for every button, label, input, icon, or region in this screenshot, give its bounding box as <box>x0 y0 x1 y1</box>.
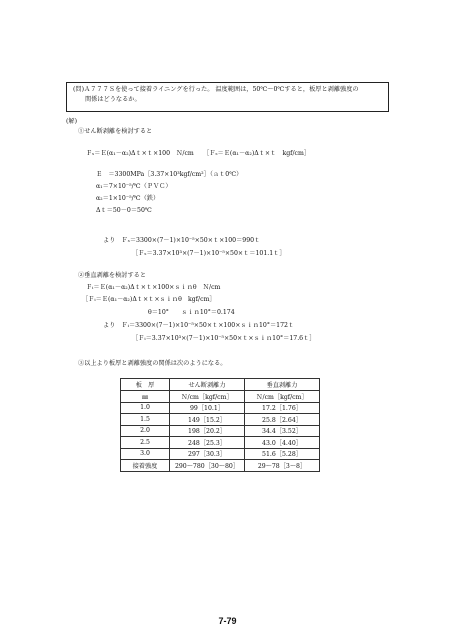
section2-result1: より Ｆᵢ＝3300×(7－1)×10⁻⁵×50×ｔ×100×ｓｉｎ10°＝172ｔ <box>103 322 295 329</box>
cell-thickness: 2.5 <box>121 437 170 449</box>
section1-e-value: Ｅ ＝3300MPa［3.37×10³kgf/cm²］（ａｔ0℃） <box>96 171 243 178</box>
footer-label: 接着強度 <box>121 460 170 472</box>
cell-shear: 99［10.1］ <box>170 402 245 414</box>
cell-vertical: 34.4［3.52］ <box>245 425 320 437</box>
cell-vertical: 25.8［2.64］ <box>245 414 320 426</box>
header-shear: せん断剥離力 <box>170 379 245 391</box>
section2-formula2: ［Ｆᵢ＝Ｅ(α₁－α₂)Δｔ×ｔ×ｓｉｎθ kgf/cm］ <box>82 296 216 303</box>
cell-thickness: 1.0 <box>121 402 170 414</box>
table-row <box>121 425 320 437</box>
cell-vertical: 51.6［5.28］ <box>245 448 320 460</box>
header-thickness: 板 厚 <box>121 379 170 391</box>
question-line-1: (問)Ａ７７７Ｓを使って接着ライニングを行った。 温度範囲は，50℃～0℃すると，板厚と剥離強度の <box>73 86 359 93</box>
table-units-row <box>121 391 320 403</box>
answer-label: (解) <box>66 118 78 125</box>
section1-alpha2: α₂＝1×10⁻⁵/℃（鉄） <box>96 195 160 202</box>
section1-heading: ①せん断剥離を検討すると <box>78 128 153 135</box>
section1-delta-t: Δｔ＝50－0＝50℃ <box>96 207 152 214</box>
table-row <box>121 448 320 460</box>
table-row <box>121 402 320 414</box>
question-box <box>66 82 389 112</box>
table-footer-row <box>121 460 320 472</box>
cell-vertical: 17.2［1.76］ <box>245 402 320 414</box>
cell-thickness: 2.0 <box>121 425 170 437</box>
footer-vertical: 29～78［3～8］ <box>245 460 320 472</box>
cell-vertical: 43.0［4.40］ <box>245 437 320 449</box>
table-header-row <box>121 379 320 391</box>
question-line-2: 関係はどうなるか。 <box>85 96 141 103</box>
unit-vertical: Ｎ/cm［kgf/cm］ <box>245 391 320 403</box>
section3-heading: ③以上より板厚と剥離強度の関係は次のようになる。 <box>78 360 227 367</box>
section1-alpha1: α₁＝7×10⁻⁵/℃（ＰＶＣ） <box>96 183 172 190</box>
cell-shear: 297［30.3］ <box>170 448 245 460</box>
cell-thickness: 3.0 <box>121 448 170 460</box>
section1-result1: より Ｆₛ＝3300×(7－1)×10⁻⁵×50×ｔ×100＝990ｔ <box>103 237 261 244</box>
section2-formula1: Ｆᵢ＝Ｅ(α₁－α₂)Δｔ×ｔ×100×ｓｉｎθ Ｎ/cm <box>86 284 221 291</box>
section2-heading: ②垂直剥離を検討すると <box>78 272 147 279</box>
section2-result2: ［Ｆᵢ＝3.37×10³×(7－1)×10⁻⁵×50×ｔ×ｓｉｎ10°＝17.6ｔ］ <box>132 335 316 342</box>
cell-shear: 149［15.2］ <box>170 414 245 426</box>
section2-theta: θ＝10° ｓｉｎ10°＝0.174 <box>148 309 235 316</box>
footer-shear: 290～780［30～80］ <box>170 460 245 472</box>
page-number: 7-79 <box>218 616 237 626</box>
section1-formula: Ｆₛ＝Ｅ(α₁－α₂)Δｔ×ｔ×100 Ｎ/cm ［Ｆₛ＝Ｅ(α₁－α₂)Δｔ×ｔ kgf/cm］ <box>86 150 311 157</box>
section1-result2: ［Ｆₛ＝3.37×10³×(7－1)×10⁻⁵×50×ｔ＝101.1ｔ］ <box>132 250 286 257</box>
table-row <box>121 414 320 426</box>
cell-shear: 248［25.3］ <box>170 437 245 449</box>
cell-thickness: 1.5 <box>121 414 170 426</box>
header-vertical: 垂直剥離力 <box>245 379 320 391</box>
unit-thickness: ㎜ <box>121 391 170 403</box>
unit-shear: Ｎ/cm［kgf/cm］ <box>170 391 245 403</box>
table-row <box>121 437 320 449</box>
cell-shear: 198［20.2］ <box>170 425 245 437</box>
strength-table <box>120 378 320 472</box>
